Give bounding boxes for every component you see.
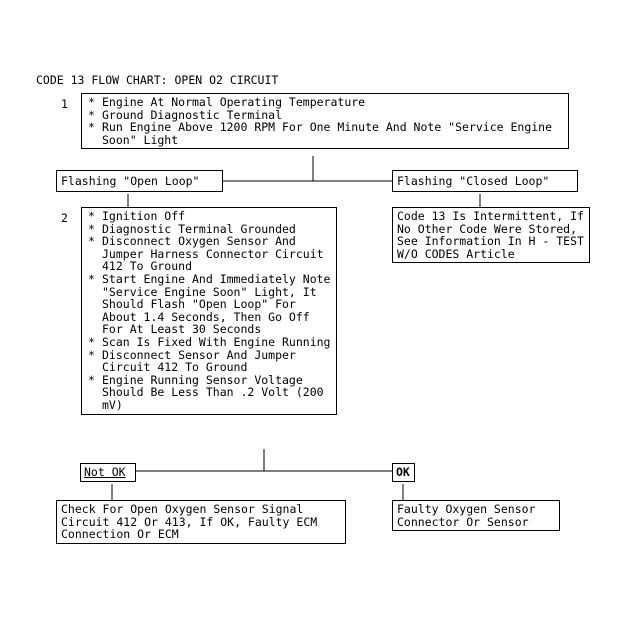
- branch-open-loop: Flashing "Open Loop": [56, 170, 223, 192]
- step-2-item: * Engine Running Sensor Voltage Should Be Less Than .2 Volt (200 mV): [86, 374, 332, 412]
- step-1-item: * Run Engine Above 1200 RPM For One Minute And Note "Service Engine Soon" Light: [86, 121, 564, 146]
- step-1-item: * Ground Diagnostic Terminal: [86, 109, 564, 122]
- step-1-box: [81, 93, 569, 149]
- step-1-number: 1: [61, 97, 68, 111]
- step-2-number: 2: [61, 211, 68, 225]
- result-intermittent: Code 13 Is Intermittent, If No Other Code Were Stored, See Information In H - TEST W/O CODES Article: [392, 207, 590, 263]
- branch-not-ok: Not OK: [80, 463, 136, 482]
- chart-title: CODE 13 FLOW CHART: OPEN O2 CIRCUIT: [36, 73, 279, 87]
- step-2-box: [81, 207, 337, 415]
- step-2-item: * Disconnect Sensor And Jumper Circuit 412 To Ground: [86, 349, 332, 374]
- step-2-item: * Start Engine And Immediately Note "Service Engine Soon" Light, It Should Flash "Open Loop" For About 1.4 Seconds, Then Go Off For At Least 30 Seconds: [86, 273, 332, 336]
- step-2-item: * Ignition Off: [86, 210, 332, 223]
- branch-closed-loop: Flashing "Closed Loop": [392, 170, 578, 192]
- step-2-item: * Scan Is Fixed With Engine Running: [86, 336, 332, 349]
- step-2-item: * Disconnect Oxygen Sensor And Jumper Harness Connector Circuit 412 To Ground: [86, 235, 332, 273]
- step-2-item: * Diagnostic Terminal Grounded: [86, 223, 332, 236]
- step-1-item: * Engine At Normal Operating Temperature: [86, 96, 564, 109]
- branch-ok: OK: [392, 463, 415, 482]
- result-check-open-circuit: Check For Open Oxygen Sensor Signal Circuit 412 Or 413, If OK, Faulty ECM Connection Or ECM: [56, 500, 346, 544]
- result-faulty-sensor: Faulty Oxygen Sensor Connector Or Sensor: [392, 500, 560, 531]
